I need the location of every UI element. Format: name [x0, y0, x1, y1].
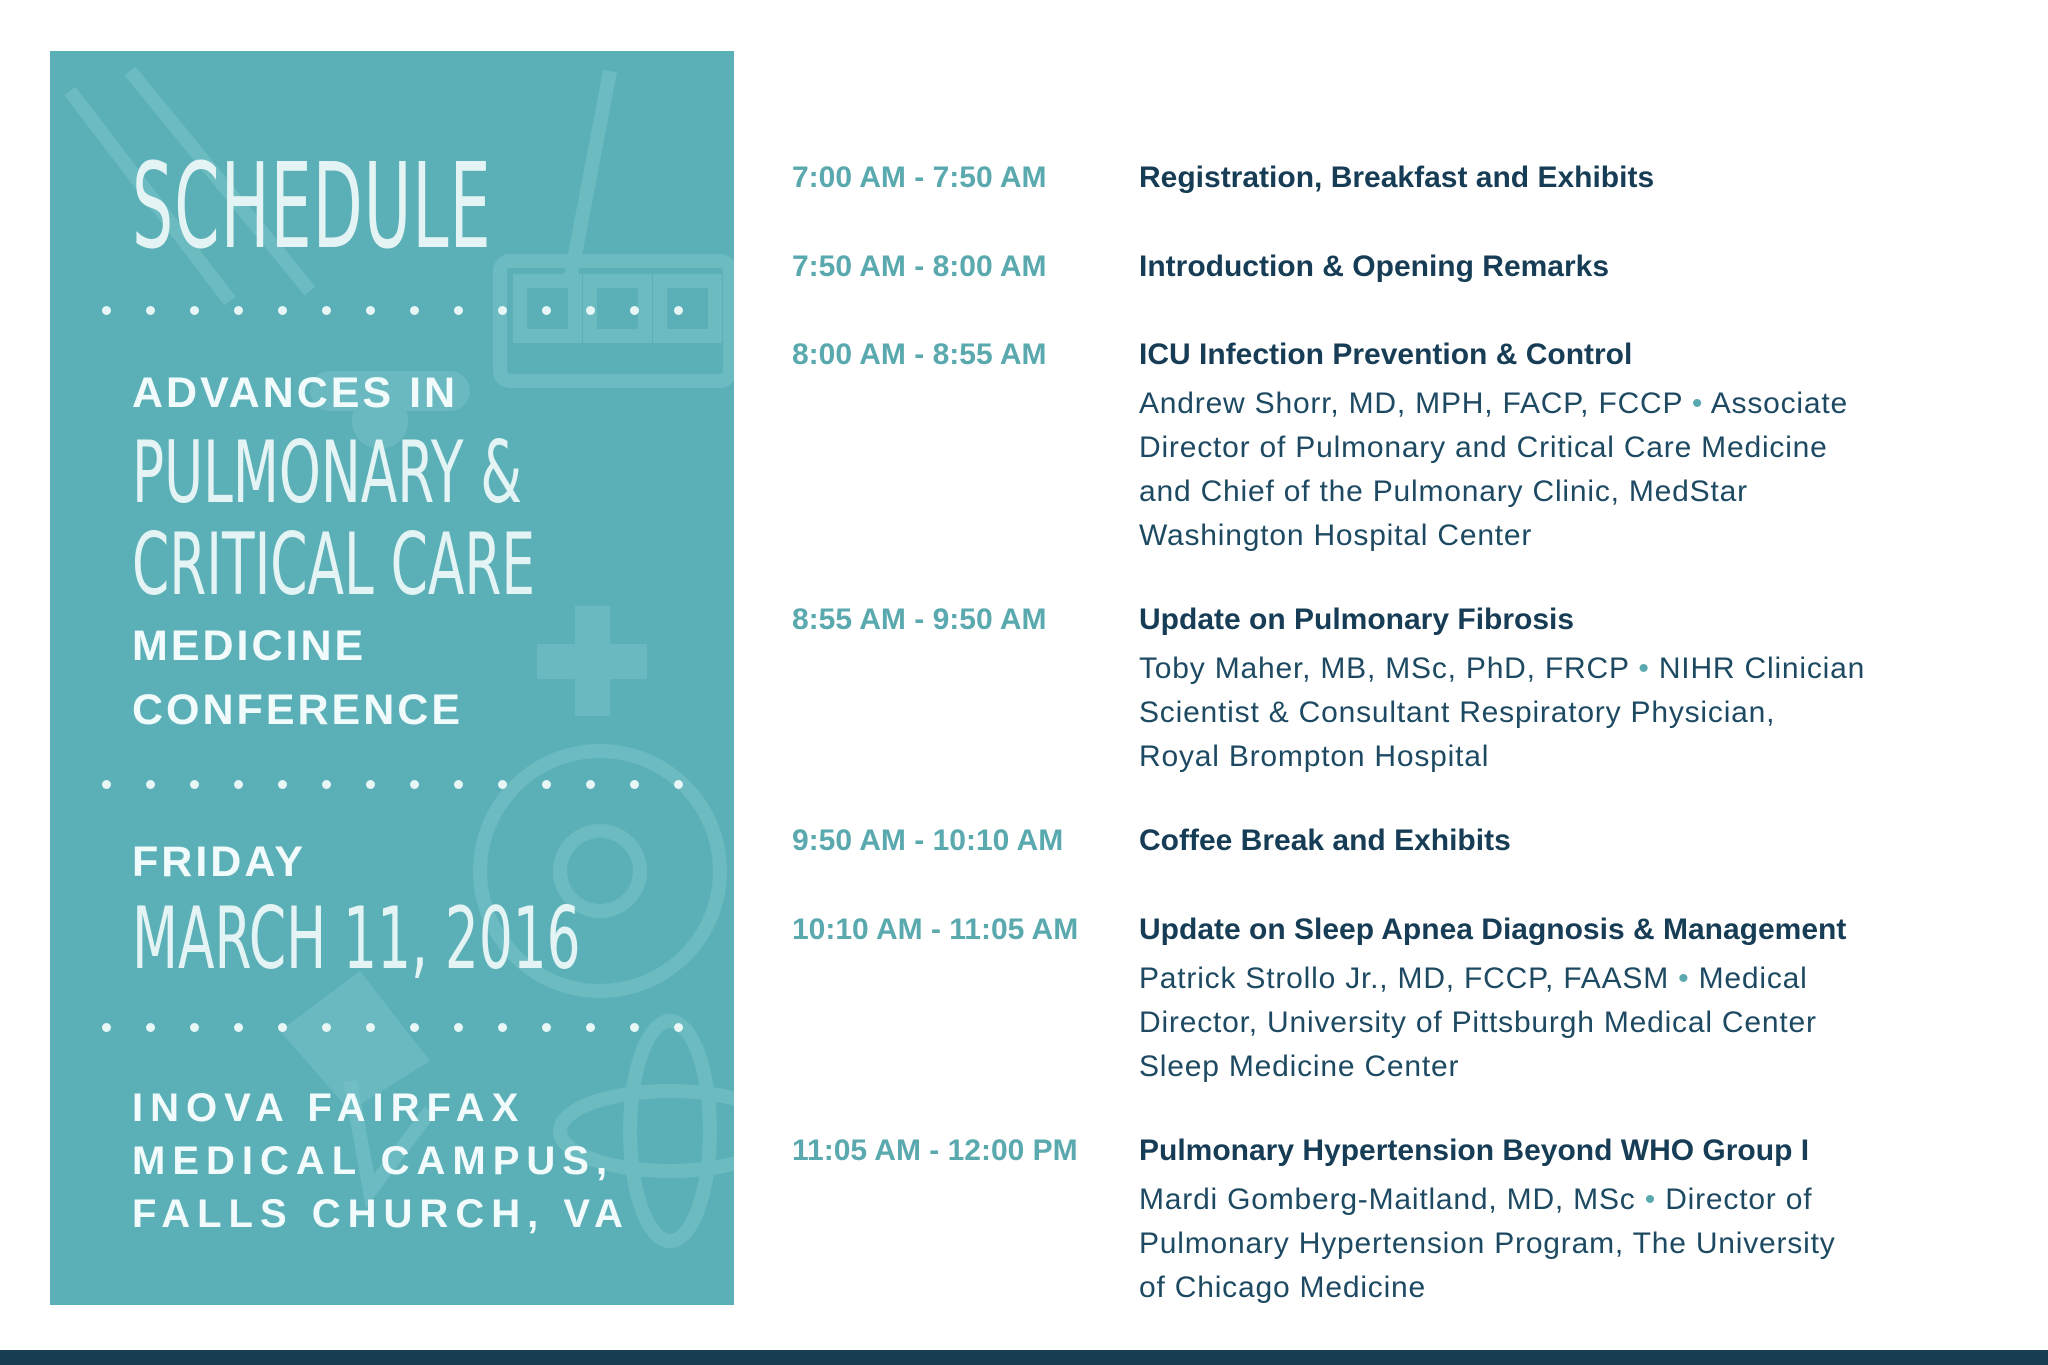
footer-bar: [0, 1350, 2048, 1365]
speaker-name: Andrew Shorr, MD, MPH, FACP, FCCP: [1139, 387, 1683, 420]
speaker-role-line: Medical: [1698, 962, 1808, 995]
event-date: MARCH 11, 2016: [132, 889, 581, 989]
schedule-heading: SCHEDULE: [132, 137, 492, 275]
session-title: Update on Sleep Apnea Diagnosis & Management: [1139, 913, 1847, 946]
bullet-separator: •: [1678, 962, 1690, 995]
event-day: FRIDAY: [132, 838, 307, 886]
venue-line-2: MEDICAL CAMPUS,: [132, 1139, 615, 1183]
speaker-role-line: Scientist & Consultant Respiratory Physician,: [1139, 696, 1776, 729]
session-time: 7:00 AM - 7:50 AM: [792, 161, 1047, 194]
session-title: Coffee Break and Exhibits: [1139, 824, 1511, 857]
event-title-line-3: CRITICAL CARE: [132, 515, 536, 615]
bullet-separator: •: [1691, 387, 1704, 420]
event-title-line-2: PULMONARY &: [132, 423, 522, 523]
session-time: 8:55 AM - 9:50 AM: [792, 603, 1047, 636]
speaker-name: Patrick Strollo Jr., MD, FCCP, FAASM: [1139, 962, 1670, 995]
event-venue: [132, 1082, 630, 1241]
session-time: 9:50 AM - 10:10 AM: [792, 824, 1064, 857]
speaker-info: [1139, 957, 1939, 1089]
speaker-role-line: Director of: [1665, 1183, 1813, 1216]
event-title-line-4: MEDICINE: [132, 622, 367, 670]
speaker-role-line: Washington Hospital Center: [1139, 519, 1533, 552]
dotted-divider: [102, 1023, 692, 1037]
event-title-line-5: CONFERENCE: [132, 686, 464, 734]
speaker-role-line: Associate: [1710, 387, 1848, 420]
venue-line-1: INOVA FAIRFAX: [132, 1086, 526, 1130]
speaker-role-line: Director of Pulmonary and Critical Care Medicine: [1139, 431, 1828, 464]
speaker-info: [1139, 1178, 1939, 1310]
speaker-name: Mardi Gomberg-Maitland, MD, MSc: [1139, 1183, 1636, 1216]
speaker-role-line: of Chicago Medicine: [1139, 1271, 1427, 1304]
speaker-role-line: and Chief of the Pulmonary Clinic, MedStar: [1139, 475, 1748, 508]
session-title: Update on Pulmonary Fibrosis: [1139, 603, 1575, 636]
dotted-divider: [102, 306, 692, 320]
event-info-panel: [50, 51, 734, 1305]
speaker-info: [1139, 647, 1939, 779]
session-title: Registration, Breakfast and Exhibits: [1139, 161, 1655, 194]
bullet-separator: •: [1638, 652, 1650, 685]
speaker-role-line: Royal Brompton Hospital: [1139, 740, 1490, 773]
speaker-role-line: NIHR Clinician: [1658, 652, 1866, 685]
session-time: 10:10 AM - 11:05 AM: [792, 913, 1079, 946]
venue-line-3: FALLS CHURCH, VA: [132, 1192, 630, 1236]
session-title: ICU Infection Prevention & Control: [1139, 338, 1633, 371]
speaker-role-line: Sleep Medicine Center: [1139, 1050, 1460, 1083]
session-title: Introduction & Opening Remarks: [1139, 250, 1610, 283]
session-time: 8:00 AM - 8:55 AM: [792, 338, 1047, 371]
event-title-line-1: ADVANCES IN: [132, 369, 459, 417]
session-title: Pulmonary Hypertension Beyond WHO Group I: [1139, 1134, 1810, 1167]
bullet-separator: •: [1644, 1183, 1657, 1216]
speaker-info: [1139, 382, 1939, 558]
dotted-divider: [102, 780, 692, 794]
speaker-role-line: Director, University of Pittsburgh Medical Center: [1139, 1006, 1817, 1039]
speaker-name: Toby Maher, MB, MSc, PhD, FRCP: [1139, 652, 1630, 685]
session-time: 7:50 AM - 8:00 AM: [792, 250, 1047, 283]
speaker-role-line: Pulmonary Hypertension Program, The University: [1139, 1227, 1836, 1260]
schedule-list: [792, 0, 2012, 1340]
session-time: 11:05 AM - 12:00 PM: [792, 1134, 1078, 1167]
